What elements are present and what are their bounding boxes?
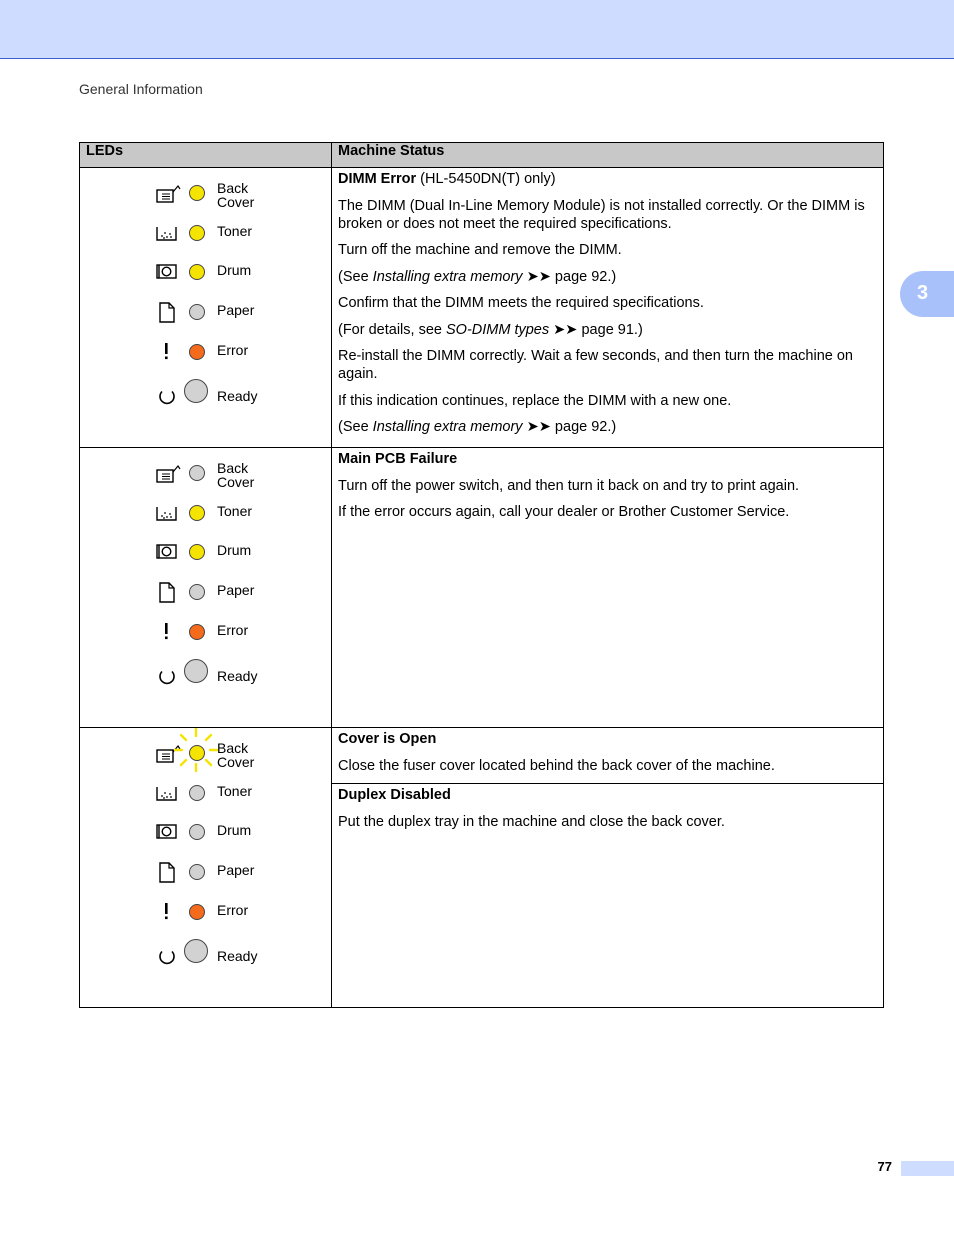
cross-reference: (See Installing extra memory ➤➤ page 92.) — [338, 268, 617, 285]
arrow-icon: ➤➤ — [553, 321, 578, 338]
section-header: General Information — [79, 81, 203, 97]
status-text: The DIMM (Dual In-Line Memory Module) is not installed correctly. Or the DIMM is broken or does not meet the required specifications. — [338, 197, 865, 232]
led-label: Paper — [217, 302, 255, 319]
toner-icon — [156, 223, 176, 243]
status-text: Turn off the power switch, and then turn it back on and try to print again. — [338, 477, 800, 494]
led-row-back-cover — [156, 180, 356, 232]
led-status-table — [79, 142, 884, 1008]
led-lamp-yellow — [189, 505, 205, 521]
led-row-ready — [156, 950, 356, 990]
led-label: Back Cover — [217, 740, 255, 770]
led-panel — [156, 180, 356, 430]
exclamation-icon — [156, 902, 176, 922]
led-label: Paper — [217, 582, 255, 599]
led-label: Ready — [217, 668, 258, 685]
status-split — [332, 783, 883, 831]
led-label: Ready — [217, 388, 258, 405]
drum-icon — [156, 262, 176, 282]
led-row-paper — [156, 302, 356, 351]
status-title: Main PCB Failure — [338, 451, 458, 467]
reference-link[interactable]: Installing extra memory — [372, 268, 523, 285]
top-band — [0, 0, 954, 59]
led-label: Error — [217, 341, 249, 358]
chapter-tab — [900, 271, 954, 317]
header-machine-status: Machine Status — [332, 143, 884, 168]
led-lamp-gray — [184, 659, 208, 683]
led-label: Error — [217, 621, 249, 638]
status-text: Confirm that the DIMM meets the required specifications. — [338, 295, 704, 311]
status-text: Put the duplex tray in the machine and close the back cover. — [338, 813, 725, 830]
led-row-paper — [156, 862, 356, 911]
led-panel — [156, 460, 356, 710]
back-cover-icon — [156, 743, 176, 763]
paper-icon — [156, 582, 176, 602]
status-cell — [332, 728, 884, 1008]
led-lamp-gray — [189, 864, 205, 880]
page-bar — [901, 1161, 954, 1176]
led-panel-cell — [80, 168, 332, 448]
header-leds: LEDs — [80, 143, 332, 168]
arrow-icon: ➤➤ — [526, 268, 551, 285]
power-icon — [156, 947, 176, 967]
exclamation-icon — [156, 622, 176, 642]
status-text: If this indication continues, replace the DIMM with a new one. — [338, 392, 732, 409]
led-label: Drum — [217, 542, 252, 559]
led-lamp-yellow-blinking — [189, 745, 205, 761]
power-icon — [156, 667, 176, 687]
led-lamp-orange — [189, 344, 205, 360]
led-row-back-cover — [156, 740, 356, 792]
drum-icon — [156, 542, 176, 562]
led-lamp-yellow — [189, 225, 205, 241]
led-panel-cell — [80, 448, 332, 728]
led-lamp-yellow — [189, 544, 205, 560]
led-row-drum — [156, 262, 356, 311]
status-title: Duplex Disabled — [338, 787, 451, 803]
led-row-toner — [156, 222, 356, 272]
led-panel — [156, 740, 356, 990]
chapter-number: 3 — [917, 282, 929, 304]
led-label: Drum — [217, 822, 252, 839]
led-lamp-gray — [189, 465, 205, 481]
led-row-paper — [156, 582, 356, 631]
paper-icon — [156, 302, 176, 322]
led-lamp-orange — [189, 904, 205, 920]
reference-link[interactable]: Installing extra memory — [372, 419, 523, 435]
status-cell — [332, 448, 884, 728]
led-label: Drum — [217, 262, 252, 279]
led-label: Back Cover — [217, 180, 255, 210]
back-cover-icon — [156, 463, 176, 483]
led-label: Back Cover — [217, 460, 255, 490]
led-lamp-orange — [189, 624, 205, 640]
led-lamp-gray — [189, 584, 205, 600]
led-lamp-gray — [184, 939, 208, 963]
led-row-drum — [156, 822, 356, 871]
led-row-back-cover — [156, 460, 356, 512]
led-label: Toner — [217, 222, 253, 239]
led-label: Toner — [217, 782, 253, 799]
led-lamp-gray — [189, 304, 205, 320]
status-title: DIMM Error — [338, 171, 417, 187]
paper-icon — [156, 862, 176, 882]
toner-icon — [156, 503, 176, 523]
led-lamp-yellow — [189, 264, 205, 280]
led-panel-cell — [80, 728, 332, 1008]
led-label: Paper — [217, 862, 255, 879]
led-row-toner — [156, 502, 356, 552]
led-lamp-gray — [189, 785, 205, 801]
power-icon — [156, 387, 176, 407]
reference-link[interactable]: SO-DIMM types — [446, 321, 550, 338]
led-label: Ready — [217, 948, 258, 965]
status-text: Close the fuser cover located behind the back cover of the machine. — [338, 757, 775, 774]
status-title-suffix: (HL-5450DN(T) only) — [416, 171, 556, 187]
led-row-ready — [156, 670, 356, 710]
cross-reference: (For details, see SO-DIMM types ➤➤ page 91.) — [338, 321, 643, 338]
led-row-toner — [156, 782, 356, 832]
led-lamp-gray — [189, 824, 205, 840]
status-title: Cover is Open — [338, 731, 437, 747]
back-cover-icon — [156, 183, 176, 203]
led-lamp-yellow — [189, 185, 205, 201]
toner-icon — [156, 783, 176, 803]
drum-icon — [156, 822, 176, 842]
status-text: If the error occurs again, call your dealer or Brother Customer Service. — [338, 504, 790, 520]
page-number: 77 — [877, 1159, 892, 1174]
led-lamp-gray — [184, 379, 208, 403]
status-text: Turn off the machine and remove the DIMM. — [338, 242, 622, 258]
led-label: Error — [217, 901, 249, 918]
exclamation-icon — [156, 342, 176, 362]
led-row-drum — [156, 542, 356, 591]
arrow-icon: ➤➤ — [526, 419, 551, 435]
led-label: Toner — [217, 502, 253, 519]
cross-reference: (See Installing extra memory ➤➤ page 92.) — [338, 419, 617, 435]
status-cell — [332, 168, 884, 448]
led-row-ready — [156, 390, 356, 430]
status-text: Re-install the DIMM correctly. Wait a few seconds, and then turn the machine on again. — [338, 348, 853, 382]
